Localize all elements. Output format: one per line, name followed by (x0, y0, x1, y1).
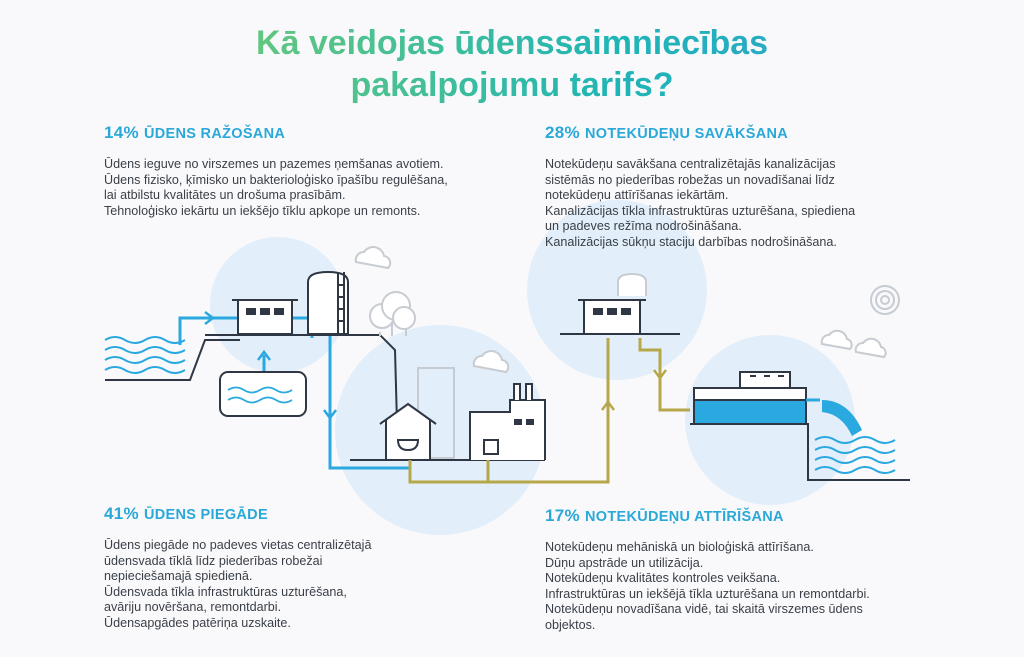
section-name: NOTEKŪDEŅU SAVĀKŠANA (584, 126, 789, 142)
section-line: Notekūdeņu kvalitātes kontroles veikšana. (545, 571, 781, 586)
section-line: Kanalizācijas tīkla infrastruktūras uzturēšana, spiediena (545, 203, 856, 218)
section-line: Notekūdeņu novadīšana vidē, tai skaitā virszemes ūdens (545, 602, 863, 617)
section-line: Ūdensapgādes patēriņa uzskaite. (104, 615, 291, 630)
section-line: Ūdensvada tīkla infrastruktūras uzturēšana, (104, 584, 347, 599)
section-production (104, 123, 448, 219)
section-lines (104, 157, 448, 219)
section-line: un padeves režīma nodrošināšana. (545, 219, 742, 234)
section-line: avāriju novēršana, remontdarbi. (104, 600, 282, 615)
section-lines (104, 538, 371, 632)
section-line: objektos. (545, 617, 596, 632)
section-lines (545, 157, 855, 251)
section-line: Ūdens piegāde no padeves vietas centralizētajā (104, 538, 372, 552)
section-name: ŪDENS RAŽOŠANA (143, 126, 286, 142)
section-heading (104, 504, 371, 524)
section-line: Infrastruktūras un iekšējā tīkla uzturēšana un remontdarbi. (545, 586, 870, 601)
cloud-icon-1 (356, 247, 390, 268)
section-line: sistēmās no piederības robežas un novadīšanai līdz (545, 172, 835, 187)
section-percent: 28% (545, 123, 580, 142)
section-line: Ūdens fizisko, ķīmisko un bakterioloģisko īpašību regulēšana, (104, 172, 448, 187)
water-tower-icon (308, 272, 348, 334)
tree-icon (370, 292, 415, 336)
section-supply (104, 504, 371, 632)
cloud-icon-4 (856, 339, 886, 357)
section-line: Notekūdeņu savākšana centralizētajās kanalizācijas (545, 157, 836, 171)
section-line: Kanalizācijas sūkņu staciju darbības nodrošināšana. (545, 234, 837, 249)
section-line: notekūdeņu attīrīšanas iekārtām. (545, 188, 729, 203)
section-line: Ūdens ieguve no virszemes un pazemes ņemšanas avotiem. (104, 157, 444, 171)
section-line: Notekūdeņu mehāniskā un bioloģiskā attīrīšana. (545, 540, 814, 554)
river-left-icon (105, 337, 185, 373)
reservoir-icon (220, 372, 306, 416)
cloud-icon-3 (822, 331, 852, 349)
section-line: Tehnoloģisko iekārtu un iekšējo tīklu apkope un remonts. (104, 203, 421, 218)
section-line: nepieciešamajā spiedienā. (104, 569, 253, 584)
title-line-2: pakalpojumu tarifs? (350, 66, 674, 104)
section-name: ŪDENS PIEGĀDE (143, 507, 268, 523)
section-percent: 14% (104, 123, 139, 142)
section-treatment (545, 506, 870, 634)
section-heading (545, 506, 870, 526)
pump-station-icon (232, 300, 298, 334)
section-line: ūdensvada tīklā līdz piederības robežai (104, 553, 323, 568)
title-line-1: Kā veidojas ūdenssaimniecības (255, 24, 769, 62)
section-line: Dūņu apstrāde un utilizācija. (545, 555, 704, 570)
section-percent: 17% (545, 506, 580, 525)
section-percent: 41% (104, 504, 139, 523)
section-name: NOTEKŪDEŅU ATTĪRĪŠANA (584, 509, 784, 525)
section-heading (545, 123, 855, 143)
section-collection (545, 123, 855, 251)
sun-icon (871, 286, 899, 314)
section-lines (545, 540, 870, 634)
section-line: lai atbilstu kvalitātes un drošuma prasībām. (104, 188, 346, 203)
section-heading (104, 123, 448, 143)
